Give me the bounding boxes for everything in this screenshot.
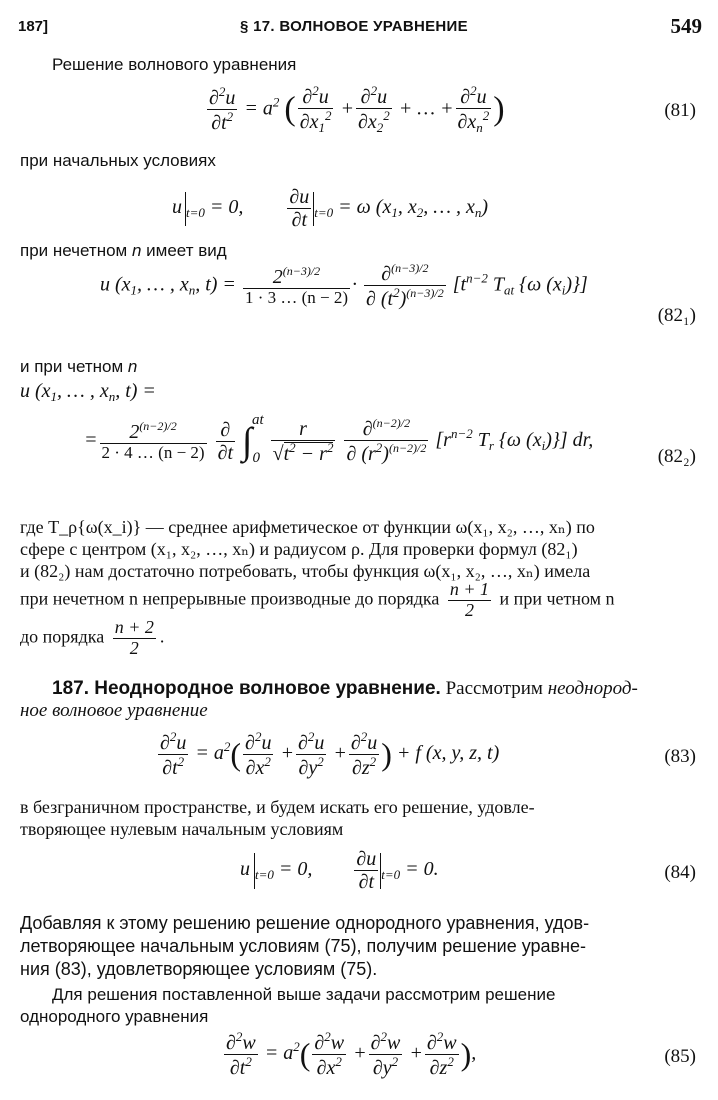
equation-82-2-lhs: u ($x_1$, … , $x_n$, t) = — [20, 380, 156, 404]
paragraph-3-start: при нечетном — [20, 241, 128, 260]
equation-81: $\frac{\partial^2u}{\partial t^2}$ = $a^2$ ( $\frac{\partial^2u}{\partial x_1^2}$ + $\frac{\partial^2u}{\partial x_2^2}$ + … + $\frac{\partial^2u}{\partial x_n^2}$ ) — [209, 83, 505, 135]
equation-83: $\frac{\partial^2u}{\partial t^2}$ = $a^2$( $\frac{\partial^2u}{\partial x^2}$ + $\frac{\partial^2u}{\partial y^2}$ + $\frac{\partial^2u}{\partial z^2}$ ) + f (x, y, z, t) — [160, 729, 500, 779]
paragraph-5-line-5-text: до порядка — [20, 626, 105, 647]
paragraph-7 — [20, 912, 700, 981]
paragraph-5-line-4-end: и при четном n — [499, 588, 615, 609]
section-line-2: ное волновое уравнение — [20, 700, 208, 721]
paragraph-5-line-4: при нечетном n непрерывные производные до порядка $\frac{n + 1}{2}$ и при четном n — [20, 579, 615, 620]
section-intro: Рассмотрим — [445, 678, 543, 699]
running-header — [18, 14, 702, 42]
paragraph-5-line-5: до порядка $\frac{n + 2}{2}$ . — [20, 617, 165, 658]
paragraph-7-line-1: Добавляя к этому решению решение однородного уравнения, удов- — [20, 913, 590, 933]
paragraph-3-end: имеет вид — [146, 241, 227, 260]
equation-number-83: (83) — [664, 746, 696, 767]
paragraph-8-line-1: Для решения поставленной выше задачи рассмотрим решение — [52, 985, 556, 1004]
paragraph-5-line-1: где T_ρ{ω(x_i)} — среднее арифметическое от функции ω(x₁, x₂, …, xₙ) по — [20, 517, 595, 537]
paragraph-5-line-2: сфере с центром (x₁, x₂, …, xₙ) и радиусом ρ. Для проверки формул (82₁) — [20, 539, 578, 559]
equation-number-81: (81) — [664, 100, 696, 121]
header-section-ref: 187] — [18, 18, 49, 35]
equation-82-2: = $\frac{2^{(n-2)/2}}{2 \cdot 4 \dots (n - 2)}$ $\frac{\partial}{\partial t}$ $\int_0^{at}$ $\frac{r}{√t^2 - r^2}$ $\frac{\partial^{(n-2)/2}}{\partial (r^2)^{(n-2)/2}}$ [$r^{n-2}$ $T_r$ {ω $(x_i)$}] dr, — [84, 412, 594, 466]
paragraph-4-text: и при четном — [20, 357, 124, 376]
paragraph-2: при начальных условиях — [20, 151, 216, 170]
paragraph-7-line-3: ния (83), удовлетворяющее условиям (75). — [20, 959, 378, 979]
paragraph-5-line-3: и (82₂) нам достаточно потребовать, чтобы функция ω(x₁, x₂, …, xₙ) имела — [20, 561, 591, 581]
paragraph-5-line-4-start: при нечетном n непрерывные производные до порядка — [20, 588, 440, 609]
section-heading: 187. Неоднородное волновое уравнение. — [52, 678, 441, 699]
section-187-heading-line — [52, 678, 638, 700]
equation-82-1: u ($x_1$, … , $x_n$, t) = $\frac{2^{(n-3)/2}}{1 \cdot 3 \dots (n - 2)}$ · $\frac{\partial^{(n-3)/2}}{\partial (t^2)^{(n-3)/2}}$ [$t^{n-2}$ $T_{at}$ {ω $(x_i)$}] — [100, 261, 588, 310]
header-title: § 17. ВОЛНОВОЕ УРАВНЕНИЕ — [240, 18, 468, 35]
paragraph-3: при нечетном n имеет вид — [20, 241, 227, 260]
paragraph-6 — [20, 796, 700, 840]
paragraph-5 — [20, 516, 700, 582]
paragraph-7-line-2: летворяющее начальным условиям (75), получим решение уравне- — [20, 936, 587, 956]
equation-number-85: (85) — [664, 1046, 696, 1067]
equation-number-84: (84) — [664, 862, 696, 883]
equation-84: u $_{t=0}$ = 0, $\frac{\partial u}{\partial t}$ $_{t=0}$ = 0. — [240, 848, 439, 893]
paragraph-8-line-2: однородного уравнения — [20, 1007, 209, 1026]
equation-number-82-1: (82₁) — [657, 305, 696, 326]
paragraph-6-line-2: творяющее нулевым начальным условиям — [20, 819, 344, 839]
page-number: 549 — [670, 14, 702, 38]
paragraph-6-line-1: в безграничном пространстве, и будем искать его решение, удовле- — [20, 797, 535, 817]
paragraph-4: и при четном n — [20, 357, 138, 376]
paragraph-1: Решение волнового уравнения — [52, 55, 297, 74]
equation-85: $\frac{\partial^2w}{\partial t^2}$ = $a^2$( $\frac{\partial^2w}{\partial x^2}$ + $\frac{\partial^2w}{\partial y^2}$ + $\frac{\partial^2w}{\partial z^2}$ ), — [226, 1029, 477, 1079]
equation-number-82-2: (82₂) — [657, 446, 696, 467]
initial-conditions-odd: u $_{t=0}$ = 0, $\frac{\partial u}{\partial t}$ $_{t=0}$ = ω ($x_1$, $x_2$, … , $x_n$) — [172, 186, 489, 231]
section-intro-italic: неоднород- — [547, 678, 638, 699]
